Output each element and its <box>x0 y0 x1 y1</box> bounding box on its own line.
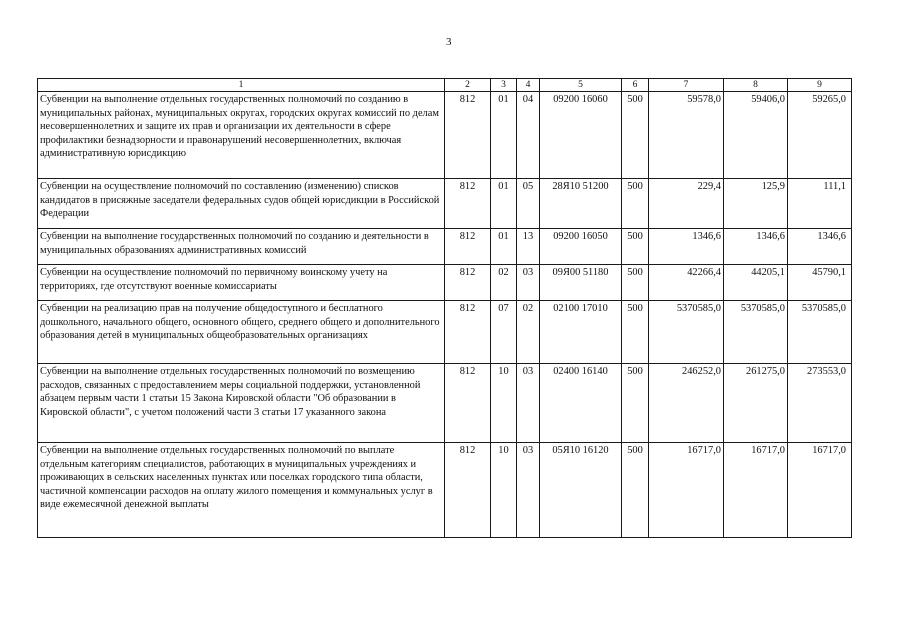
column-header: 3 <box>491 79 517 92</box>
section-code: 01 <box>491 92 517 179</box>
expense-type-code: 500 <box>622 301 649 364</box>
ministry-code: 812 <box>445 443 491 538</box>
expense-type-code: 500 <box>622 265 649 301</box>
target-article-code: 28Я10 51200 <box>540 179 622 229</box>
column-header: 1 <box>38 79 445 92</box>
column-header: 5 <box>540 79 622 92</box>
amount-year-3: 16717,0 <box>788 443 852 538</box>
amount-year-2: 125,9 <box>724 179 788 229</box>
amount-year-1: 1346,6 <box>649 229 724 265</box>
table-row <box>38 92 852 179</box>
subvention-name: Субвенции на осуществление полномочий по составлению (изменению) списков кандидатов в присяжные заседатели федеральных судов общей юрисдикции в Российской Федерации <box>38 179 445 229</box>
amount-year-2: 261275,0 <box>724 364 788 443</box>
amount-year-3: 5370585,0 <box>788 301 852 364</box>
subvention-name: Субвенции на выполнение отдельных государственных полномочий по созданию в муниципальных районах, муниципальных округах, городских округах комиссий по делам несовершеннолетних и защите их прав и организации их деятельности в сфере профилактики безнадзорности и правонарушений несовершеннолетних, включая административную юрисдикцию <box>38 92 445 179</box>
expense-type-code: 500 <box>622 229 649 265</box>
expense-type-code: 500 <box>622 443 649 538</box>
amount-year-1: 229,4 <box>649 179 724 229</box>
expense-type-code: 500 <box>622 92 649 179</box>
amount-year-1: 16717,0 <box>649 443 724 538</box>
target-article-code: 05Я10 16120 <box>540 443 622 538</box>
ministry-code: 812 <box>445 265 491 301</box>
subvention-name: Субвенции на реализацию прав на получение общедоступного и бесплатного дошкольного, начального общего, основного общего, среднего общего и дополнительного образования детей в муниципальных общеобразовательных организациях <box>38 301 445 364</box>
table-row <box>38 443 852 538</box>
section-code: 10 <box>491 364 517 443</box>
amount-year-1: 59578,0 <box>649 92 724 179</box>
ministry-code: 812 <box>445 364 491 443</box>
amount-year-2: 44205,1 <box>724 265 788 301</box>
subsection-code: 13 <box>517 229 540 265</box>
ministry-code: 812 <box>445 229 491 265</box>
column-header: 8 <box>724 79 788 92</box>
amount-year-3: 111,1 <box>788 179 852 229</box>
amount-year-3: 273553,0 <box>788 364 852 443</box>
amount-year-2: 1346,6 <box>724 229 788 265</box>
subsection-code: 03 <box>517 265 540 301</box>
ministry-code: 812 <box>445 179 491 229</box>
column-header: 7 <box>649 79 724 92</box>
amount-year-1: 42266,4 <box>649 265 724 301</box>
section-code: 07 <box>491 301 517 364</box>
table-row <box>38 301 852 364</box>
section-code: 10 <box>491 443 517 538</box>
expense-type-code: 500 <box>622 179 649 229</box>
subvention-name: Субвенции на выполнение государственных полномочий по созданию и деятельности в муниципальных образованиях административных комиссий <box>38 229 445 265</box>
table-row <box>38 265 852 301</box>
column-header: 6 <box>622 79 649 92</box>
amount-year-2: 59406,0 <box>724 92 788 179</box>
subvention-name: Субвенции на выполнение отдельных государственных полномочий по выплате отдельным категориям специалистов, работающих в муниципальных учреждениях и проживающих в сельских населенных пунктах или поселках городского типа области, частичной компенсации расходов на оплату жилого помещения и коммунальных услуг в виде ежемесячной денежной выплаты <box>38 443 445 538</box>
amount-year-3: 45790,1 <box>788 265 852 301</box>
subsection-code: 04 <box>517 92 540 179</box>
amount-year-3: 59265,0 <box>788 92 852 179</box>
table-header-row <box>38 79 852 92</box>
subvention-name: Субвенции на выполнение отдельных государственных полномочий по возмещению расходов, связанных с предоставлением меры социальной поддержки, установленной абзацем первым части 1 статьи 15 Закона Кировской области "Об образовании в Кировской области", с учетом положений части 3 статьи 17 указанного закона <box>38 364 445 443</box>
subvention-name: Субвенции на осуществление полномочий по первичному воинскому учету на территориях, где отсутствуют военные комиссариаты <box>38 265 445 301</box>
subsection-code: 03 <box>517 364 540 443</box>
target-article-code: 02400 16140 <box>540 364 622 443</box>
budget-table <box>37 78 852 538</box>
ministry-code: 812 <box>445 301 491 364</box>
amount-year-2: 5370585,0 <box>724 301 788 364</box>
target-article-code: 09200 16060 <box>540 92 622 179</box>
amount-year-2: 16717,0 <box>724 443 788 538</box>
section-code: 01 <box>491 229 517 265</box>
ministry-code: 812 <box>445 92 491 179</box>
table-row <box>38 229 852 265</box>
expense-type-code: 500 <box>622 364 649 443</box>
amount-year-1: 246252,0 <box>649 364 724 443</box>
table-row <box>38 364 852 443</box>
section-code: 02 <box>491 265 517 301</box>
subsection-code: 03 <box>517 443 540 538</box>
subsection-code: 02 <box>517 301 540 364</box>
amount-year-1: 5370585,0 <box>649 301 724 364</box>
table-row <box>38 179 852 229</box>
section-code: 01 <box>491 179 517 229</box>
target-article-code: 09200 16050 <box>540 229 622 265</box>
column-header: 2 <box>445 79 491 92</box>
page-number: 3 <box>446 36 452 48</box>
target-article-code: 02100 17010 <box>540 301 622 364</box>
subsection-code: 05 <box>517 179 540 229</box>
column-header: 4 <box>517 79 540 92</box>
column-header: 9 <box>788 79 852 92</box>
amount-year-3: 1346,6 <box>788 229 852 265</box>
target-article-code: 09Я00 51180 <box>540 265 622 301</box>
